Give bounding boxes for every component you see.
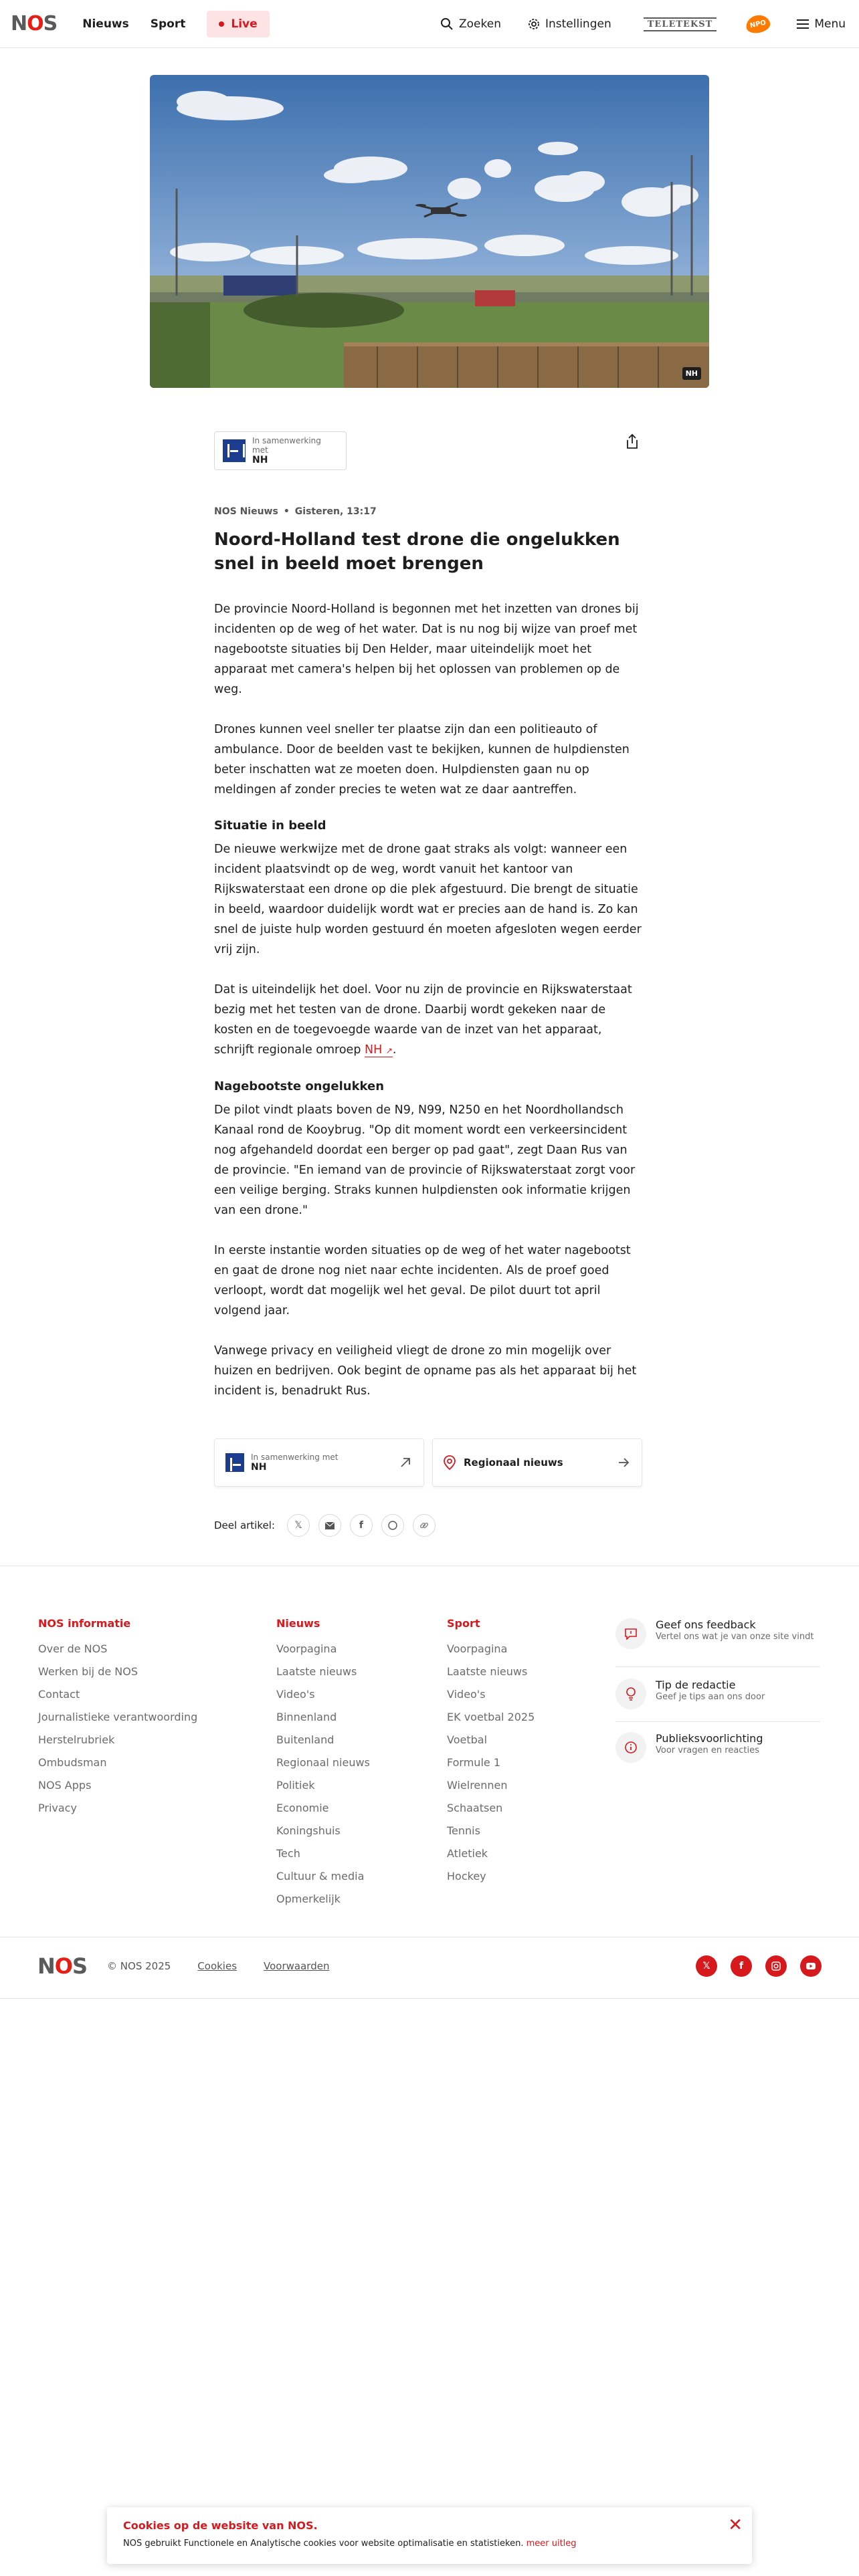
info-sub: Voor vragen en reacties <box>656 1745 759 1755</box>
footer-feedback-divider <box>615 1721 820 1722</box>
footer-link[interactable]: Ombudsman <box>38 1756 107 1769</box>
footer-link[interactable]: Schaatsen <box>447 1802 503 1814</box>
share-whatsapp-button[interactable] <box>381 1514 404 1537</box>
tip-link[interactable] <box>615 1679 820 1709</box>
footer-col-sport <box>447 1617 535 1888</box>
nos-logo[interactable] <box>11 12 57 35</box>
drone-photo <box>150 75 709 388</box>
nh-logo-icon <box>223 439 246 462</box>
footer-nos-logo[interactable] <box>37 1953 87 1979</box>
cookie-title: Cookies op de website van NOS. <box>123 2519 318 2532</box>
article-source: NOS Nieuws <box>214 506 278 517</box>
footer-link[interactable]: Journalistieke verantwoording <box>38 1711 198 1723</box>
external-link-icon: ↗ <box>385 1046 393 1055</box>
copyright: © NOS 2025 <box>107 1960 171 1972</box>
live-label: Live <box>231 17 258 31</box>
x-social-icon[interactable]: 𝕏 <box>696 1955 717 1977</box>
share-label: Deel artikel: <box>214 1519 275 1531</box>
cookies-link[interactable]: Cookies <box>197 1960 237 1972</box>
close-icon[interactable]: ✕ <box>728 2515 743 2535</box>
footer-link[interactable]: Voetbal <box>447 1733 488 1746</box>
tip-sub: Geef je tips aan ons door <box>656 1692 765 1702</box>
nh-logo-icon <box>225 1453 244 1472</box>
facebook-icon: f <box>359 1520 363 1531</box>
search-icon <box>440 17 454 31</box>
settings-label: Instellingen <box>545 17 611 31</box>
footer-link[interactable]: Opmerkelijk <box>276 1893 341 1905</box>
footer-link[interactable]: Regionaal nieuws <box>276 1756 370 1769</box>
search-label: Zoeken <box>459 17 501 31</box>
feedback-sub: Vertel ons wat je van onze site vindt <box>656 1632 814 1642</box>
cookie-body <box>123 2539 736 2549</box>
menu-label: Menu <box>814 17 846 31</box>
footer-link[interactable]: Privacy <box>38 1802 77 1814</box>
footer-link[interactable]: Over de NOS <box>38 1642 108 1655</box>
footer-link[interactable]: NOS Apps <box>38 1779 92 1792</box>
share-facebook-button[interactable] <box>350 1514 373 1537</box>
live-dot-icon <box>219 21 224 27</box>
footer-link[interactable]: Video's <box>276 1688 315 1701</box>
article-body <box>214 599 642 1421</box>
cookie-more-link[interactable]: meer uitleg <box>526 2539 577 2549</box>
footer-link[interactable]: Cultuur & media <box>276 1870 365 1883</box>
whatsapp-icon <box>388 1521 397 1530</box>
share-email-button[interactable] <box>318 1514 341 1537</box>
paragraph: De nieuwe werkwijze met de drone gaat straks als volgt: wanneer een incident plaatsvindt op de weg, wordt vanuit het kantoor van Rijkswaterstaat een drone op die plek afgestuurd. Die brengt de situatie in beeld, waardoor duidelijk wordt wat er precies aan de hand is. Zo kan snel de juiste hulp worden gestuurd én moeten afgesloten wegen eerder vrij zijn. <box>214 843 642 956</box>
footer-link[interactable]: Laatste nieuws <box>447 1665 528 1678</box>
footer-link[interactable]: Herstelrubriek <box>38 1733 115 1746</box>
mail-icon <box>325 1522 335 1529</box>
footer-link[interactable]: Atletiek <box>447 1847 488 1860</box>
collab-line2: NH <box>252 455 268 465</box>
youtube-social-icon[interactable] <box>800 1955 822 1977</box>
info-link[interactable] <box>615 1732 820 1763</box>
footer-link[interactable]: EK voetbal 2025 <box>447 1711 535 1723</box>
live-button[interactable] <box>207 11 269 37</box>
speech-bubble-icon <box>615 1618 646 1649</box>
share-copy-link-button[interactable] <box>413 1514 436 1537</box>
footer-col-title: Sport <box>447 1617 480 1630</box>
footer-link[interactable]: Laatste nieuws <box>276 1665 357 1678</box>
regional-news-card[interactable] <box>432 1438 642 1487</box>
paragraph-text: Dat is uiteindelijk het doel. Voor nu zijn de provincie en Rijkswaterstaat bezig met het testen van de drone. Daarbij wordt gekeken naar de kosten en de toegevoegde waarde van de inzet van het apparaat, schrijft regionale omroep <box>214 983 632 1057</box>
footer-link[interactable]: Formule 1 <box>447 1756 500 1769</box>
paragraph <box>214 980 642 1061</box>
cookie-banner <box>107 2507 752 2564</box>
collab-line1: In samenwerking met <box>252 436 321 455</box>
subheading: Nagebootste ongelukken <box>214 1079 385 1093</box>
logo-text: NOS <box>37 1953 88 1979</box>
share-icon <box>625 433 640 449</box>
search-button[interactable] <box>440 17 501 31</box>
site-header <box>0 0 859 48</box>
instagram-social-icon[interactable] <box>765 1955 787 1977</box>
paragraph: In eerste instantie worden situaties op de weg of het water nagebootst en gaat de drone nog niet naar echte incidenten. Als de proef goed verloopt, wordt dat mogelijk wel het geval. De pilot duurt tot april volgend jaar. <box>214 1244 631 1317</box>
paragraph: Drones kunnen veel sneller ter plaatse zijn dan een politieauto of ambulance. Door de beelden vast te bekijken, kunnen de hulpdiensten beter inschatten wat ze moeten doen. Hulpdiensten gaan nu op meldingen af zonder precies te weten wat ze daar aantreffen. <box>214 723 630 796</box>
footer-link[interactable]: Voorpagina <box>447 1642 508 1655</box>
footer-link[interactable]: Economie <box>276 1802 329 1814</box>
location-pin-icon <box>444 1455 456 1470</box>
article-date: Gisteren, 13:17 <box>294 506 377 517</box>
feedback-link[interactable] <box>615 1618 820 1649</box>
info-title: Publieksvoorlichting <box>656 1732 763 1745</box>
footer-link[interactable]: Tennis <box>447 1824 480 1837</box>
tip-title: Tip de redactie <box>656 1679 736 1691</box>
hero-nh-badge: NH <box>682 367 701 380</box>
x-icon: 𝕏 <box>294 1520 302 1531</box>
nav-sport[interactable]: Sport <box>150 17 186 31</box>
share-row <box>214 1514 444 1537</box>
regional-news-label: Regionaal nieuws <box>464 1457 563 1469</box>
footer-link[interactable]: Tech <box>276 1847 300 1860</box>
share-button[interactable] <box>625 433 640 452</box>
collab-nh-box[interactable] <box>214 431 347 470</box>
subheading: Situatie in beeld <box>214 819 326 833</box>
hero-image <box>150 75 709 388</box>
menu-button[interactable] <box>797 17 846 31</box>
logo-text: NOS <box>11 12 58 35</box>
lightbulb-icon <box>615 1679 646 1709</box>
footer-link[interactable]: Koningshuis <box>276 1824 341 1837</box>
footer-link[interactable]: Hockey <box>447 1870 486 1883</box>
teletekst-link[interactable]: TELETEKST <box>644 17 717 31</box>
link-icon <box>419 1521 429 1530</box>
article-meta <box>214 506 377 517</box>
cookie-text: NOS gebruikt Functionele en Analytische cookies voor website optimalisatie en statistieken. <box>123 2539 524 2549</box>
footer-link[interactable]: Voorpagina <box>276 1642 337 1655</box>
arrow-up-right-icon <box>399 1457 411 1469</box>
hamburger-icon <box>797 19 809 29</box>
footer-link[interactable]: Contact <box>38 1688 80 1701</box>
social-links <box>682 1955 822 1977</box>
npo-logo[interactable]: NPO <box>745 13 772 35</box>
settings-button[interactable] <box>528 17 611 31</box>
paragraph: De pilot vindt plaats boven de N9, N99, N250 en het Noordhollandsch Kanaal rond de Kooybrug. "Op dit moment wordt een verkeersincident nog afgehandeld doordat een berger op pad gaat", zegt Daan Rus van de provincie. "En iemand van de provincie of Rijkswaterstaat zorgt voor een veilige berging. Straks kunnen hulpdiensten ook informatie krijgen van een drone." <box>214 1103 636 1217</box>
footer-bottom <box>37 1953 356 1979</box>
footer-col-nieuws <box>276 1617 370 1911</box>
footer-col-title: Nieuws <box>276 1617 320 1630</box>
card-line1: In samenwerking met <box>251 1453 339 1462</box>
footer-link[interactable]: Werken bij de NOS <box>38 1665 138 1678</box>
collab-nh-card[interactable] <box>214 1438 424 1487</box>
arrow-right-icon <box>617 1457 630 1469</box>
paragraph-end: . <box>392 1043 397 1057</box>
footer-col-title: NOS informatie <box>38 1617 131 1630</box>
share-x-button[interactable] <box>287 1514 310 1537</box>
card-line2: NH <box>251 1462 267 1473</box>
meta-separator: • <box>283 506 290 517</box>
footer-link[interactable]: Politiek <box>276 1779 315 1792</box>
article-title: Noord-Holland test drone die ongelukken snel in beeld moet brengen <box>214 530 620 574</box>
footer-link[interactable]: Wielrennen <box>447 1779 508 1792</box>
gear-icon <box>528 18 540 30</box>
paragraph: Vanwege privacy en veiligheid vliegt de drone zo min mogelijk over huizen en bedrijven. Ook begint de opname pas als het apparaat bij het incident is, benadrukt Rus. <box>214 1344 637 1398</box>
nh-link-label: NH <box>365 1043 383 1057</box>
footer-link[interactable]: Buitenland <box>276 1733 335 1746</box>
nh-link[interactable] <box>365 1043 393 1057</box>
nav-nieuws[interactable]: Nieuws <box>82 17 129 31</box>
paragraph: De provincie Noord-Holland is begonnen met het inzetten van drones bij incidenten op de weg of het water. Dat is nu nog bij wijze van proef met nagebootste situaties bij Den Helder, maar uiteindelijk moet het apparaat met camera's helpen bij het oplossen van problemen op de weg. <box>214 603 639 696</box>
terms-link[interactable]: Voorwaarden <box>264 1960 330 1972</box>
footer-link[interactable]: Video's <box>447 1688 486 1701</box>
feedback-title: Geef ons feedback <box>656 1618 756 1631</box>
info-icon <box>615 1732 646 1763</box>
facebook-social-icon[interactable]: f <box>731 1955 752 1977</box>
footer-col-nos-info <box>38 1617 197 1820</box>
footer-link[interactable]: Binnenland <box>276 1711 337 1723</box>
footer-divider <box>0 1998 859 1999</box>
